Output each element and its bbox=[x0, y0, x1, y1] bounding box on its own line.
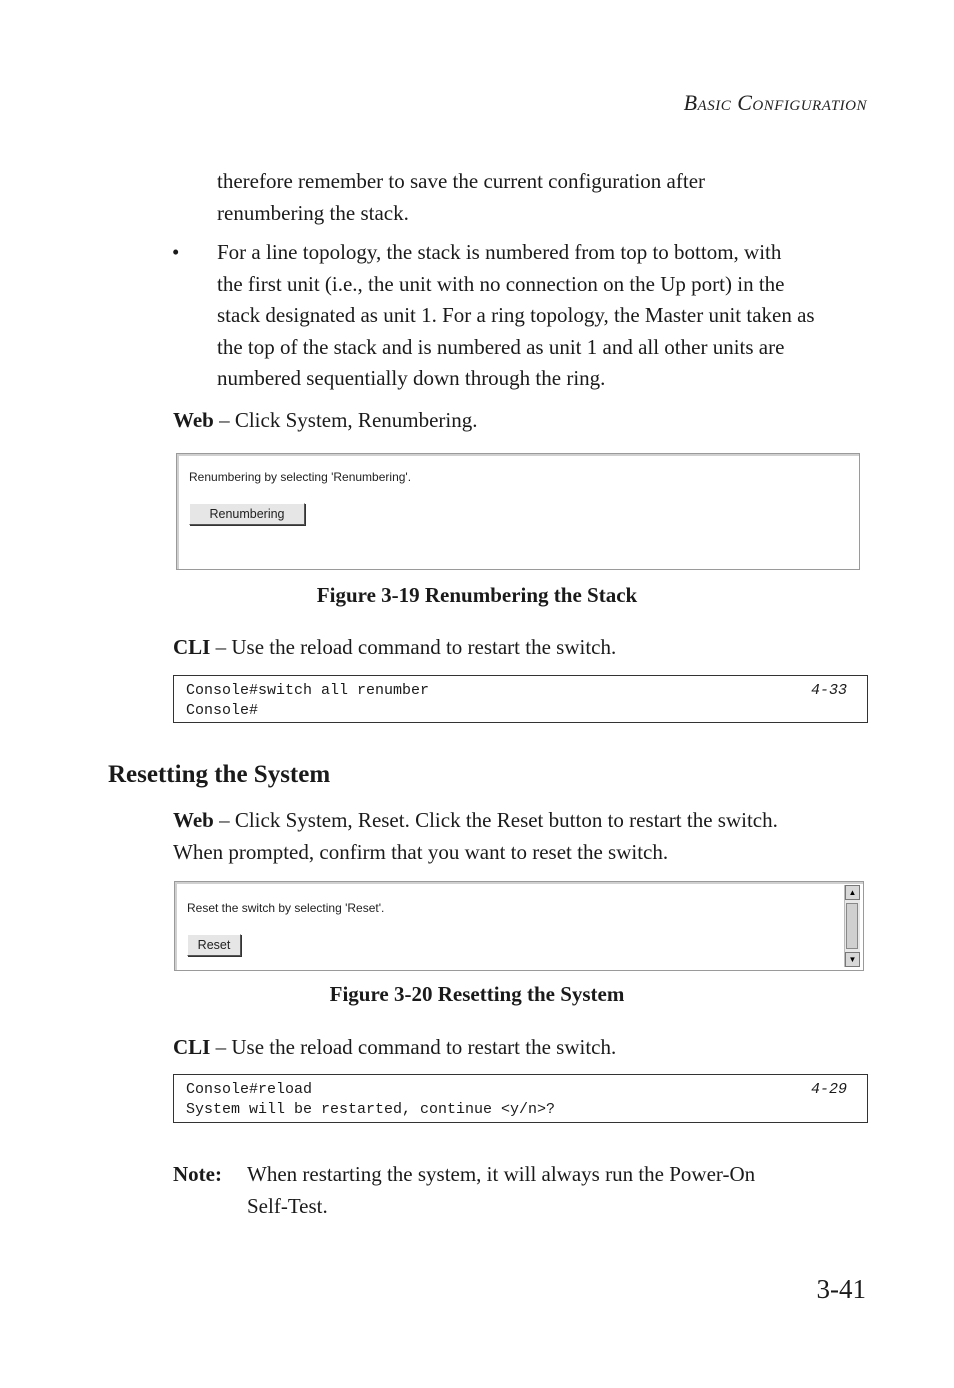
scroll-up-icon[interactable]: ▲ bbox=[845, 885, 860, 900]
code-line bbox=[186, 681, 867, 701]
code-reference: 4-29 bbox=[810, 1081, 847, 1098]
code-text: Console#reload bbox=[186, 1081, 313, 1098]
note-line: When restarting the system, it will always run the Power-On bbox=[247, 1162, 756, 1186]
intro-line: renumbering the stack. bbox=[217, 200, 409, 225]
reset-code-block bbox=[173, 1074, 868, 1123]
web-reset-text: – Click System, Reset. Click the Reset button to restart the switch. bbox=[213, 808, 778, 832]
renumbering-button[interactable]: Renumbering bbox=[189, 503, 305, 525]
code-reference: 4-33 bbox=[810, 682, 847, 699]
bullet-marker: • bbox=[172, 240, 180, 264]
cli-label: CLI bbox=[173, 1035, 211, 1059]
code-text: System will be restarted, continue <y/n>? bbox=[186, 1101, 556, 1118]
renumber-code-block bbox=[173, 675, 868, 723]
running-header: Basic Configuration bbox=[683, 90, 867, 115]
code-line bbox=[186, 701, 867, 721]
section-heading: Resetting the System bbox=[108, 761, 331, 788]
reset-button[interactable]: Reset bbox=[187, 934, 241, 956]
figure-caption-3-20: Figure 3-20 Resetting the System bbox=[329, 982, 625, 1006]
bullet-line: the top of the stack and is numbered as unit 1 and all other units are bbox=[217, 334, 785, 359]
code-text: Console#switch all renumber bbox=[186, 682, 430, 699]
cli-label: CLI bbox=[173, 635, 211, 659]
note-line: Self-Test. bbox=[247, 1193, 328, 1218]
scroll-down-icon[interactable]: ▼ bbox=[845, 952, 860, 967]
bullet-line: the first unit (i.e., the unit with no connection on the Up port) in the bbox=[217, 271, 785, 296]
code-text: Console# bbox=[186, 702, 259, 719]
bullet-line: stack designated as unit 1. For a ring topology, the Master unit taken as bbox=[217, 303, 815, 327]
web-reset-line: When prompted, confirm that you want to reset the switch. bbox=[173, 839, 669, 864]
reset-panel bbox=[174, 881, 864, 971]
code-line bbox=[186, 1100, 867, 1120]
web-renumber-instruction bbox=[173, 405, 478, 437]
bullet-line: numbered sequentially down through the ring. bbox=[217, 366, 606, 390]
panel-scrollbar[interactable] bbox=[844, 885, 860, 967]
note-body bbox=[247, 1159, 755, 1222]
renumbering-panel-text: Renumbering by selecting 'Renumbering'. bbox=[189, 470, 412, 484]
renumbering-panel bbox=[176, 453, 860, 570]
note-label bbox=[173, 1159, 222, 1191]
web-reset-line bbox=[173, 805, 778, 837]
cli-reset-instruction bbox=[173, 1032, 616, 1064]
web-label: Web bbox=[173, 808, 214, 832]
intro-line: therefore remember to save the current configuration after bbox=[217, 169, 706, 193]
cli-renumber-instruction bbox=[173, 632, 616, 664]
cli-reset-text: – Use the reload command to restart the switch. bbox=[210, 1035, 617, 1059]
figure-caption-3-19: Figure 3-19 Renumbering the Stack bbox=[316, 583, 638, 607]
cli-renumber-text: – Use the reload command to restart the switch. bbox=[210, 635, 617, 659]
bullet-paragraph bbox=[217, 237, 815, 395]
bullet-line: For a line topology, the stack is numbered from top to bottom, with bbox=[217, 240, 782, 264]
page-number: 3-41 bbox=[816, 1274, 866, 1304]
web-renumber-text: – Click System, Renumbering. bbox=[213, 408, 478, 432]
note-label-text: Note: bbox=[173, 1162, 222, 1186]
web-reset-instruction bbox=[173, 805, 778, 868]
web-label: Web bbox=[173, 408, 214, 432]
scroll-thumb[interactable] bbox=[846, 903, 858, 949]
reset-panel-text: Reset the switch by selecting 'Reset'. bbox=[187, 901, 385, 915]
intro-paragraph bbox=[217, 166, 705, 229]
code-line bbox=[186, 1080, 867, 1100]
